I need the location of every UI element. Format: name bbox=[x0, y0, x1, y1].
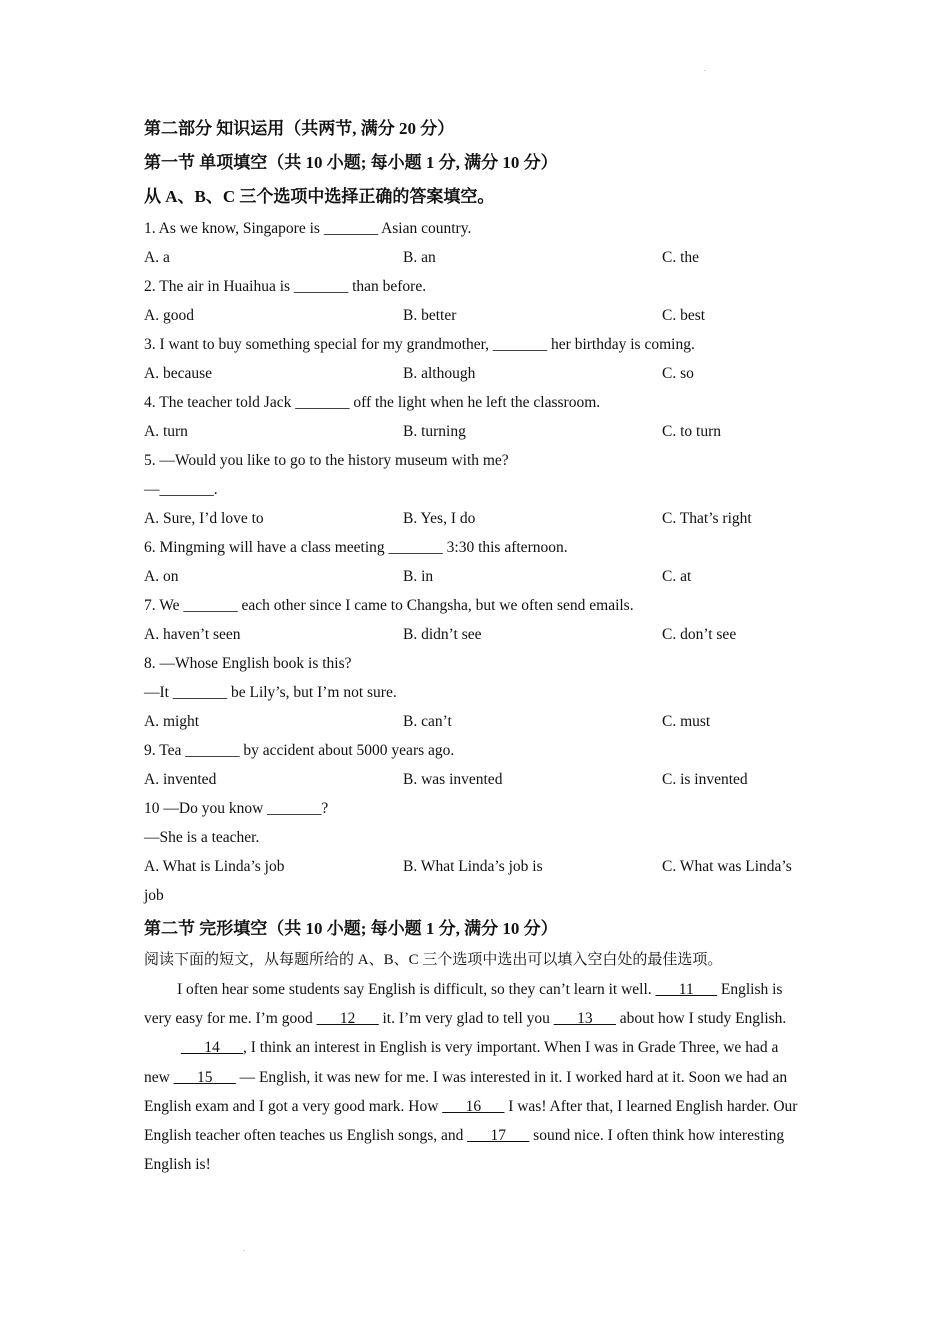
option-c: C. don’t see bbox=[662, 626, 737, 643]
question-10 bbox=[144, 794, 806, 910]
option-b: B. better bbox=[403, 307, 457, 324]
exam-content bbox=[144, 112, 806, 1179]
option-c-wrap: job bbox=[144, 887, 164, 904]
section1-instruction: 从 A、B、C 三个选项中选择正确的答案填空。 bbox=[144, 187, 495, 206]
options-row bbox=[144, 852, 806, 881]
option-a: A. good bbox=[144, 307, 194, 324]
option-c: C. to turn bbox=[662, 423, 721, 440]
scan-mark-top: . bbox=[704, 64, 706, 73]
option-a: A. a bbox=[144, 249, 170, 266]
question-list bbox=[144, 214, 806, 910]
passage-text: I was! After that, I learned English harder. Our English teacher often teaches us English songs, and bbox=[144, 1097, 798, 1145]
question-7 bbox=[144, 591, 806, 649]
passage-paragraph-1 bbox=[144, 975, 806, 1033]
option-b: B. Yes, I do bbox=[403, 510, 476, 527]
blank-17: ___17___ bbox=[467, 1127, 530, 1145]
passage-text: sound nice. I often think how interesting English is! bbox=[144, 1127, 785, 1174]
part-title: 第二部分 知识运用（共两节, 满分 20 分） bbox=[144, 119, 455, 138]
options-row bbox=[144, 417, 806, 446]
question-6 bbox=[144, 533, 806, 591]
option-a: A. might bbox=[144, 713, 200, 730]
option-b: B. was invented bbox=[403, 771, 503, 788]
question-stem: 7. We _______ each other since I came to Changsha, but we often send emails. bbox=[144, 597, 634, 614]
option-b: B. can’t bbox=[403, 713, 452, 730]
section2-instruction: 阅读下面的短文，从每题所给的 A、B、C 三个选项中选出可以填入空白处的最佳选项。 bbox=[144, 952, 723, 968]
options-row bbox=[144, 504, 806, 533]
question-stem: 1. As we know, Singapore is _______ Asian country. bbox=[144, 220, 472, 237]
options-row bbox=[144, 707, 806, 736]
option-a: A. Sure, I’d love to bbox=[144, 510, 264, 527]
option-b: B. in bbox=[403, 568, 434, 585]
question-stem: 3. I want to buy something special for my grandmother, _______ her birthday is coming. bbox=[144, 336, 695, 353]
section1-title: 第一节 单项填空（共 10 小题; 每小题 1 分, 满分 10 分） bbox=[144, 153, 558, 172]
passage-text: I often hear some students say English is difficult, so they can’t learn it well. bbox=[177, 981, 656, 998]
question-stem: 2. The air in Huaihua is _______ than before. bbox=[144, 278, 427, 295]
option-a: A. because bbox=[144, 365, 212, 382]
options-row bbox=[144, 243, 806, 272]
blank-13: ___13___ bbox=[553, 1010, 616, 1028]
blank-11: ___11___ bbox=[655, 981, 717, 998]
option-a: A. on bbox=[144, 568, 179, 585]
question-3 bbox=[144, 330, 806, 388]
scan-mark-bottom: . bbox=[243, 1244, 245, 1253]
question-4 bbox=[144, 388, 806, 446]
blank-15: ___15___ bbox=[173, 1068, 236, 1086]
question-stem: 4. The teacher told Jack _______ off the light when he left the classroom. bbox=[144, 394, 601, 411]
question-stem-continued: —It _______ be Lily’s, but I’m not sure. bbox=[144, 684, 397, 701]
option-c: C. That’s right bbox=[662, 510, 752, 527]
question-stem-continued: —_______. bbox=[144, 481, 218, 498]
question-stem-continued: —She is a teacher. bbox=[144, 829, 260, 846]
option-c: C. at bbox=[662, 568, 692, 585]
question-stem: 6. Mingming will have a class meeting _______ 3:30 this afternoon. bbox=[144, 539, 568, 556]
question-stem: 8. —Whose English book is this? bbox=[144, 655, 352, 672]
option-c: C. What was Linda’s bbox=[662, 858, 792, 875]
option-c: C. so bbox=[662, 365, 694, 382]
option-c: C. must bbox=[662, 713, 711, 730]
blank-14: ___14___ bbox=[181, 1039, 243, 1057]
question-stem: 5. —Would you like to go to the history museum with me? bbox=[144, 452, 509, 469]
option-b: B. What Linda’s job is bbox=[403, 858, 543, 875]
options-row bbox=[144, 562, 806, 591]
option-c: C. best bbox=[662, 307, 706, 324]
cloze-passage bbox=[144, 975, 806, 1179]
passage-text: , I think an interest in English is very important. When I was in Grade Three, we had a new bbox=[144, 1039, 779, 1086]
section2-title: 第二节 完形填空（共 10 小题; 每小题 1 分, 满分 10 分） bbox=[144, 919, 558, 938]
options-row bbox=[144, 765, 806, 794]
passage-text: about how I study English. bbox=[615, 1010, 787, 1028]
question-stem: 10 —Do you know _______? bbox=[144, 800, 329, 817]
passage-text: it. I’m very glad to tell you bbox=[378, 1010, 554, 1028]
option-b: B. although bbox=[403, 365, 476, 382]
options-row bbox=[144, 359, 806, 388]
option-c: C. the bbox=[662, 249, 700, 266]
option-a: A. What is Linda’s job bbox=[144, 858, 285, 875]
passage-text: English is very easy for me. I’m good bbox=[144, 981, 783, 1028]
option-a: A. haven’t seen bbox=[144, 626, 241, 643]
passage-text: — English, it was new for me. I was interested in it. I worked hard at it. Soon we had an English exam and I got a very good mark. How bbox=[144, 1068, 788, 1115]
question-5 bbox=[144, 446, 806, 533]
option-b: B. turning bbox=[403, 423, 466, 440]
options-row bbox=[144, 620, 806, 649]
question-9 bbox=[144, 736, 806, 794]
option-c: C. is invented bbox=[662, 771, 748, 788]
options-row bbox=[144, 301, 806, 330]
blank-12: ___12___ bbox=[316, 1010, 379, 1028]
question-8 bbox=[144, 649, 806, 736]
passage-paragraph-2 bbox=[144, 1033, 806, 1179]
option-a: A. turn bbox=[144, 423, 188, 440]
blank-16: ___16___ bbox=[442, 1097, 505, 1115]
option-b: B. an bbox=[403, 249, 436, 266]
option-a: A. invented bbox=[144, 771, 217, 788]
question-1 bbox=[144, 214, 806, 272]
option-b: B. didn’t see bbox=[403, 626, 482, 643]
question-2 bbox=[144, 272, 806, 330]
question-stem: 9. Tea _______ by accident about 5000 years ago. bbox=[144, 742, 455, 759]
